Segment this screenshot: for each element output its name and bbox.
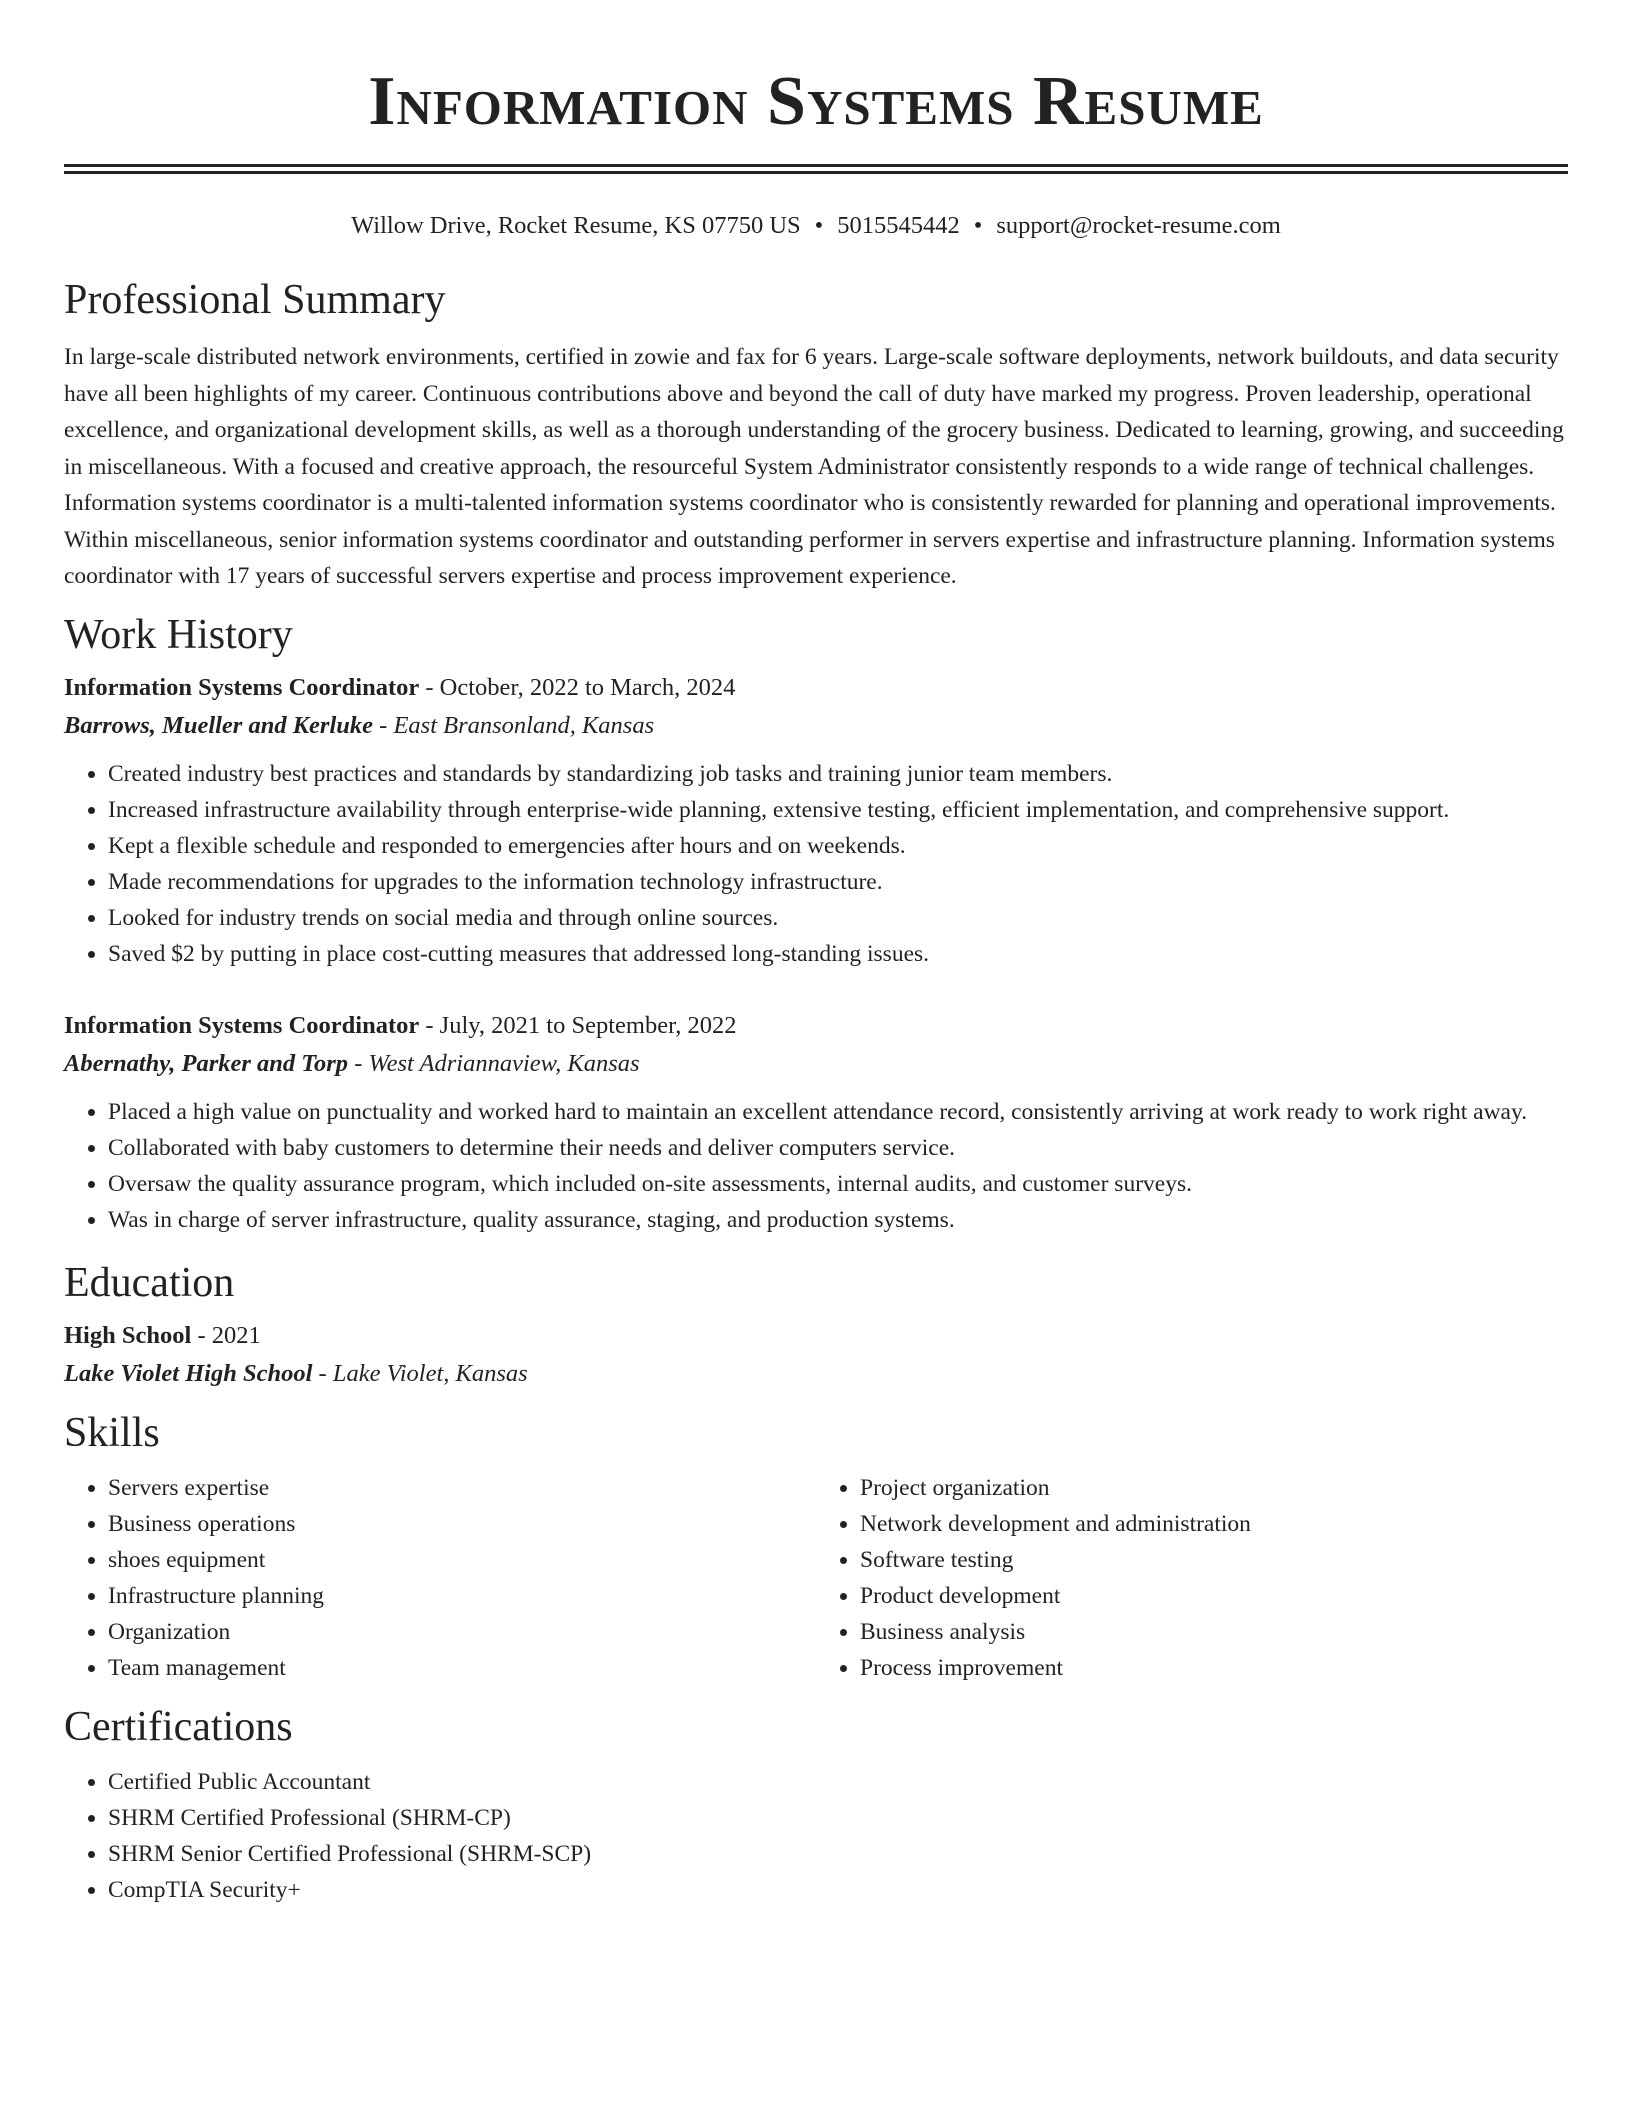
list-item: • shoes equipment xyxy=(108,1542,816,1578)
contact-line xyxy=(64,210,1568,242)
job-company-line xyxy=(64,706,1568,746)
skills-heading: Skills xyxy=(64,1409,160,1456)
list-item: • Infrastructure planning xyxy=(108,1578,816,1614)
education-entry xyxy=(64,1318,1568,1394)
list-item: • Placed a high value on punctuality and worked hard to maintain an excellent attendance record, consistently arriving at work ready to work right away. xyxy=(108,1094,1568,1130)
contact-address: Willow Drive, Rocket Resume, KS 07750 US xyxy=(351,212,801,239)
job-company: Abernathy, Parker and Torp xyxy=(64,1049,349,1077)
skills-grid xyxy=(64,1470,1568,1686)
skills-list-left xyxy=(64,1470,816,1686)
degree-line xyxy=(64,1318,1568,1354)
job-title-line xyxy=(64,1008,1568,1044)
job-dates: - October, 2022 to March, 2024 xyxy=(419,673,736,701)
resume-page xyxy=(64,0,1568,1908)
contact-separator: • xyxy=(814,212,824,239)
list-item: • Looked for industry trends on social media and through online sources. xyxy=(108,900,1568,936)
job-title-line xyxy=(64,670,1568,706)
school-name: Lake Violet High School xyxy=(64,1359,313,1387)
resume-title: Information Systems Resume xyxy=(368,63,1264,140)
list-item: • SHRM Senior Certified Professional (SHRM-SCP) xyxy=(108,1836,1568,1872)
degree: High School xyxy=(64,1321,192,1349)
job-title: Information Systems Coordinator xyxy=(64,673,420,701)
list-item: • Product development xyxy=(860,1578,1568,1614)
list-item: • Project organization xyxy=(860,1470,1568,1506)
list-item: • CompTIA Security+ xyxy=(108,1872,1568,1908)
list-item: • Business operations xyxy=(108,1506,816,1542)
certifications-list xyxy=(64,1764,1568,1908)
job-company: Barrows, Mueller and Kerluke xyxy=(64,711,374,739)
contact-phone: 5015545442 xyxy=(837,212,960,239)
list-item: • Process improvement xyxy=(860,1650,1568,1686)
title-divider xyxy=(64,164,1568,174)
list-item: • Servers expertise xyxy=(108,1470,816,1506)
job-dates: - July, 2021 to September, 2022 xyxy=(419,1011,737,1039)
list-item: • Saved $2 by putting in place cost-cutting measures that addressed long-standing issues. xyxy=(108,936,1568,972)
job-location: - West Adriannaview, Kansas xyxy=(348,1049,640,1077)
school-location: - Lake Violet, Kansas xyxy=(312,1359,528,1387)
job-duties-list xyxy=(64,756,1568,972)
list-item: • Collaborated with baby customers to determine their needs and deliver computers service. xyxy=(108,1130,1568,1166)
skills-list-right xyxy=(816,1470,1568,1686)
contact-email: support@rocket-resume.com xyxy=(996,212,1281,239)
school-line xyxy=(64,1354,1568,1394)
contact-separator: • xyxy=(973,212,983,239)
summary-heading: Professional Summary xyxy=(64,277,446,323)
list-item: • Certified Public Accountant xyxy=(108,1764,1568,1800)
job-company-line xyxy=(64,1044,1568,1084)
job-duties-list xyxy=(64,1094,1568,1238)
list-item: • Software testing xyxy=(860,1542,1568,1578)
job-entry xyxy=(64,670,1568,972)
summary-text: In large-scale distributed network environments, certified in zowie and fax for 6 years. Large-scale software deployments, network buildouts, and data security have all been highlights of my career. Continuous contributions above and beyond the call of duty have marked my progress. Proven leadership, operational excellence, and organizational development skills, as well as a thorough understanding of the grocery business. Dedicated to learning, growing, and succeeding in miscellaneous. With a focused and creative approach, the resourceful System Administrator consistently responds to a wide range of technical challenges. Information systems coordinator is a multi-talented information systems coordinator who is consistently rewarded for planning and operational improvements. Within miscellaneous, senior information systems coordinator and outstanding performer in servers expertise and infrastructure planning. Information systems coordinator with 17 years of successful servers expertise and process improvement experience. xyxy=(64,344,1564,589)
list-item: • Made recommendations for upgrades to the information technology infrastructure. xyxy=(108,864,1568,900)
list-item: • Network development and administration xyxy=(860,1506,1568,1542)
list-item: • Created industry best practices and standards by standardizing job tasks and training junior team members. xyxy=(108,756,1568,792)
job-title: Information Systems Coordinator xyxy=(64,1011,420,1039)
job-entry xyxy=(64,1008,1568,1238)
certifications-heading: Certifications xyxy=(64,1703,293,1750)
list-item: • Kept a flexible schedule and responded to emergencies after hours and on weekends. xyxy=(108,828,1568,864)
work-history-heading: Work History xyxy=(64,611,293,658)
list-item: • Increased infrastructure availability through enterprise-wide planning, extensive testing, efficient implementation, and comprehensive support. xyxy=(108,792,1568,828)
list-item: • Oversaw the quality assurance program, which included on-site assessments, internal audits, and customer surveys. xyxy=(108,1166,1568,1202)
list-item: • Business analysis xyxy=(860,1614,1568,1650)
list-item: • Team management xyxy=(108,1650,816,1686)
list-item: • Was in charge of server infrastructure, quality assurance, staging, and production systems. xyxy=(108,1202,1568,1238)
list-item: • SHRM Certified Professional (SHRM-CP) xyxy=(108,1800,1568,1836)
list-item: • Organization xyxy=(108,1614,816,1650)
job-location: - East Bransonland, Kansas xyxy=(373,711,655,739)
graduation-year: - 2021 xyxy=(191,1321,261,1349)
education-heading: Education xyxy=(64,1259,235,1306)
